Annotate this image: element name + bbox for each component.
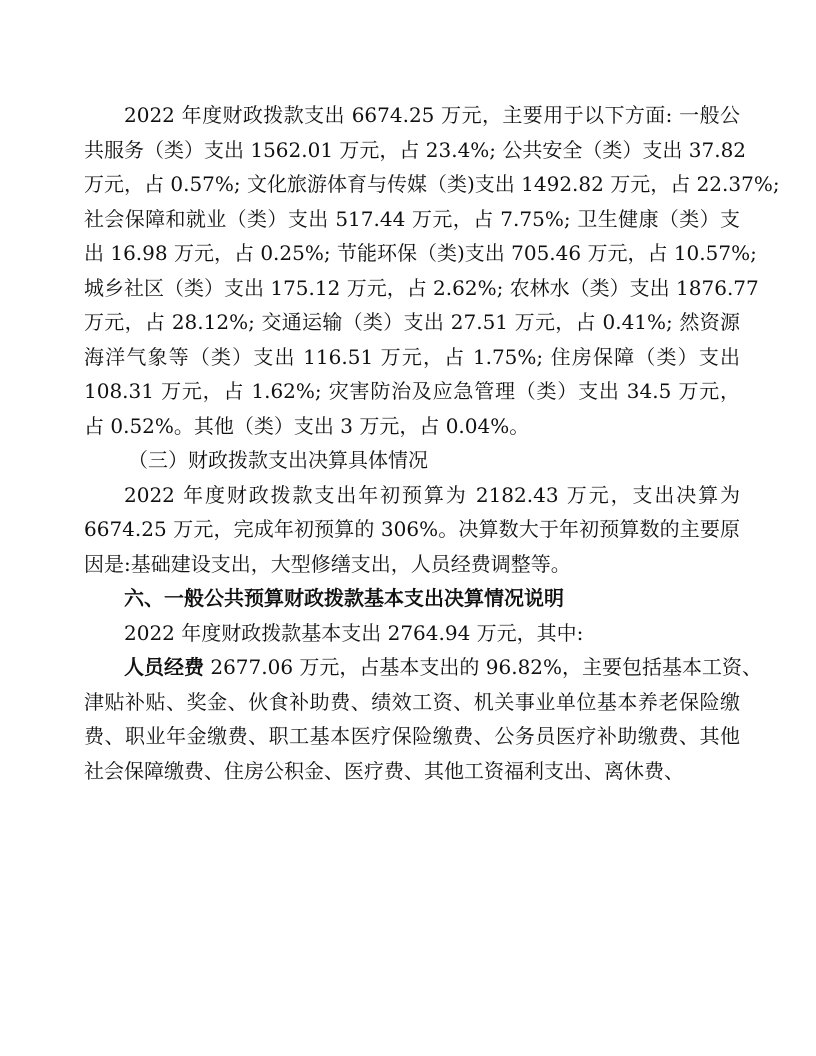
paragraph-1-line-5: 出 16.98 万元，占 0.25%; 节能环保（类)支出 705.46 万元，占 10.57%; bbox=[84, 241, 757, 265]
paragraph-4-line-1-text: 2677.06 万元，占基本支出的 96.82%，主要包括基本工资、 bbox=[204, 655, 763, 679]
paragraph-1-line-9: 108.31 万元，占 1.62%; 灾害防治及应急管理（类）支出 34.5 万元， bbox=[84, 379, 740, 403]
paragraph-2-line-2: 6674.25 万元，完成年初预算的 306%。决算数大于年初预算数的主要原 bbox=[84, 517, 740, 541]
paragraph-1-line-3: 万元，占 0.57%; 文化旅游体育与传媒（类)支出 1492.82 万元，占 22.37%; bbox=[84, 172, 780, 196]
paragraph-1-line-4: 社会保障和就业（类）支出 517.44 万元，占 7.75%; 卫生健康（类）支 bbox=[84, 206, 740, 231]
paragraph-2-line-1: 2022 年度财政拨款支出年初预算为 2182.43 万元，支出决算为 bbox=[124, 482, 740, 507]
paragraph-4-line-2: 津贴补贴、奖金、伙食补助费、绩效工资、机关事业单位基本养老保险缴 bbox=[84, 689, 740, 714]
paragraph-4-line-4: 社会保障缴费、住房公积金、医疗费、其他工资福利支出、离休费、 bbox=[84, 758, 684, 783]
paragraph-2-line-3: 因是:基础建设支出，大型修缮支出，人员经费调整等。 bbox=[84, 551, 571, 576]
paragraph-3: 2022 年度财政拨款基本支出 2764.94 万元，其中: bbox=[124, 620, 584, 645]
paragraph-1-line-8: 海洋气象等（类）支出 116.51 万元，占 1.75%; 住房保障（类）支出 bbox=[84, 344, 740, 369]
paragraph-4-line-1 bbox=[84, 650, 763, 685]
personnel-expenses-label: 人员经费 bbox=[124, 655, 204, 679]
paragraph-1-line-6: 城乡社区（类）支出 175.12 万元，占 2.62%; 农林水（类）支出 1876.77 bbox=[84, 275, 759, 300]
subheading-three: （三）财政拨款支出决算具体情况 bbox=[128, 448, 428, 472]
paragraph-4-line-3: 费、职业年金缴费、职工基本医疗保险缴费、公务员医疗补助缴费、其他 bbox=[84, 724, 740, 748]
section-six-heading: 六、一般公共预算财政拨款基本支出决算情况说明 bbox=[124, 586, 564, 610]
paragraph-1-line-2: 共服务（类）支出 1562.01 万元，占 23.4%; 公共安全（类）支出 37.82 bbox=[84, 137, 747, 162]
paragraph-1-line-1: 2022 年度财政拨款支出 6674.25 万元，主要用于以下方面: 一般公 bbox=[124, 103, 740, 127]
paragraph-1-line-10: 占 0.52%。其他（类）支出 3 万元，占 0.04%。 bbox=[84, 413, 530, 438]
paragraph-1-line-7: 万元，占 28.12%; 交通运输（类）支出 27.51 万元，占 0.41%; 然资源 bbox=[84, 310, 740, 334]
document-page bbox=[84, 98, 780, 788]
